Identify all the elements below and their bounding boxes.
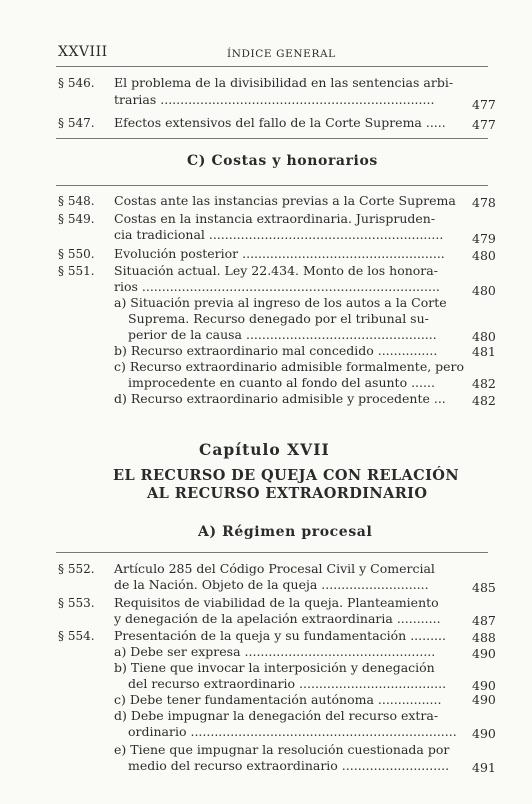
subentry-text: e) Tiene que impugnar la resolución cuestionada por [114, 742, 450, 757]
entry-text: rios ........................................................................... [114, 279, 440, 294]
entry-page: 478 [472, 195, 496, 210]
entry-page: 477 [472, 117, 496, 132]
entry-page: 487 [472, 613, 496, 628]
entry-text: Evolución posterior ................................................... [114, 246, 445, 261]
header-rule [56, 66, 488, 67]
subentry-text: a) Debe ser expresa ................................................ [114, 644, 436, 659]
entry-page: 485 [472, 580, 496, 595]
entry-text: Requisitos de viabilidad de la queja. Planteamiento [114, 595, 439, 610]
entry-page: 480 [472, 248, 496, 263]
entry-number: § 549. [58, 212, 95, 226]
section-heading: A) Régimen procesal [198, 524, 373, 540]
entry-text: Costas en la instancia extraordinaria. Jurispruden- [114, 211, 436, 226]
entry-text: cia tradicional ........................................................... [114, 227, 444, 242]
section-heading: C) Costas y honorarios [187, 153, 378, 169]
entry-text: de la Nación. Objeto de la queja ........................... [114, 577, 429, 592]
entry-page: 480 [472, 283, 496, 298]
running-title: ÍNDICE GENERAL [227, 48, 336, 60]
entry-page: 488 [472, 630, 496, 645]
entry-page: 477 [472, 97, 496, 112]
entry-text: y denegación de la apelación extraordinaria ........... [114, 611, 441, 626]
entry-page: 479 [472, 231, 496, 246]
subentry-page: 481 [472, 344, 496, 359]
entry-number: § 552. [58, 562, 95, 576]
chapter-label: Capítulo XVII [199, 440, 330, 459]
subentry-page: 480 [472, 329, 496, 344]
subentry-page: 490 [472, 678, 496, 693]
subentry-text: Suprema. Recurso denegado por el tribunal su- [128, 311, 429, 326]
subentry-text: medio del recurso extraordinario ........................... [128, 758, 450, 773]
subentry-page: 482 [472, 376, 496, 391]
subentry-text: c) Recurso extraordinario admisible formalmente, pero [114, 359, 465, 374]
entry-number: § 550. [58, 247, 95, 261]
chapter-title-line2: AL RECURSO EXTRAORDINARIO [147, 485, 428, 502]
entry-number: § 548. [58, 194, 95, 208]
subentry-page: 491 [472, 760, 496, 775]
entry-text: El problema de la divisibilidad en las sentencias arbi- [114, 75, 454, 90]
entry-text: Artículo 285 del Código Procesal Civil y Comercial [114, 561, 435, 576]
entry-text: Costas ante las instancias previas a la Corte Suprema [114, 193, 456, 208]
entry-text: Presentación de la queja y su fundamentación ......... [114, 628, 446, 643]
entry-text: trarias ..................................................................... [114, 92, 435, 107]
entry-number: § 546. [58, 76, 95, 90]
entry-number: § 547. [58, 116, 95, 130]
subentry-page: 482 [472, 393, 496, 408]
page-number-roman: XXVIII [58, 44, 108, 60]
subentry-text: ordinario ................................................................... [128, 724, 457, 739]
subentry-text: perior de la causa ................................................ [128, 327, 437, 342]
subentry-text: c) Debe tener fundamentación autónoma ................ [114, 692, 442, 707]
entry-number: § 553. [58, 596, 95, 610]
entry-number: § 554. [58, 629, 95, 643]
subentry-page: 490 [472, 646, 496, 661]
subentry-text: del recurso extraordinario ..................................... [128, 676, 447, 691]
entry-text: Situación actual. Ley 22.434. Monto de los honora- [114, 263, 438, 278]
subentry-text: improcedente en cuanto al fondo del asunto ...... [128, 375, 435, 390]
chapter-title-line1: EL RECURSO DE QUEJA CON RELACIÓN [113, 467, 459, 484]
subentry-text: a) Situación previa al ingreso de los autos a la Corte [114, 295, 447, 310]
subentry-text: d) Recurso extraordinario admisible y procedente ... [114, 391, 446, 406]
subentry-text: b) Tiene que invocar la interposición y denegación [114, 660, 435, 675]
entry-number: § 551. [58, 264, 95, 278]
section-rule [56, 552, 488, 553]
entry-text: Efectos extensivos del fallo de la Corte Suprema ..... [114, 115, 446, 130]
subentry-text: b) Recurso extraordinario mal concedido ............... [114, 343, 438, 358]
section-rule [56, 138, 488, 139]
subentry-text: d) Debe impugnar la denegación del recurso extra- [114, 708, 439, 723]
subentry-page: 490 [472, 692, 496, 707]
section-rule [56, 185, 488, 186]
subentry-page: 490 [472, 726, 496, 741]
